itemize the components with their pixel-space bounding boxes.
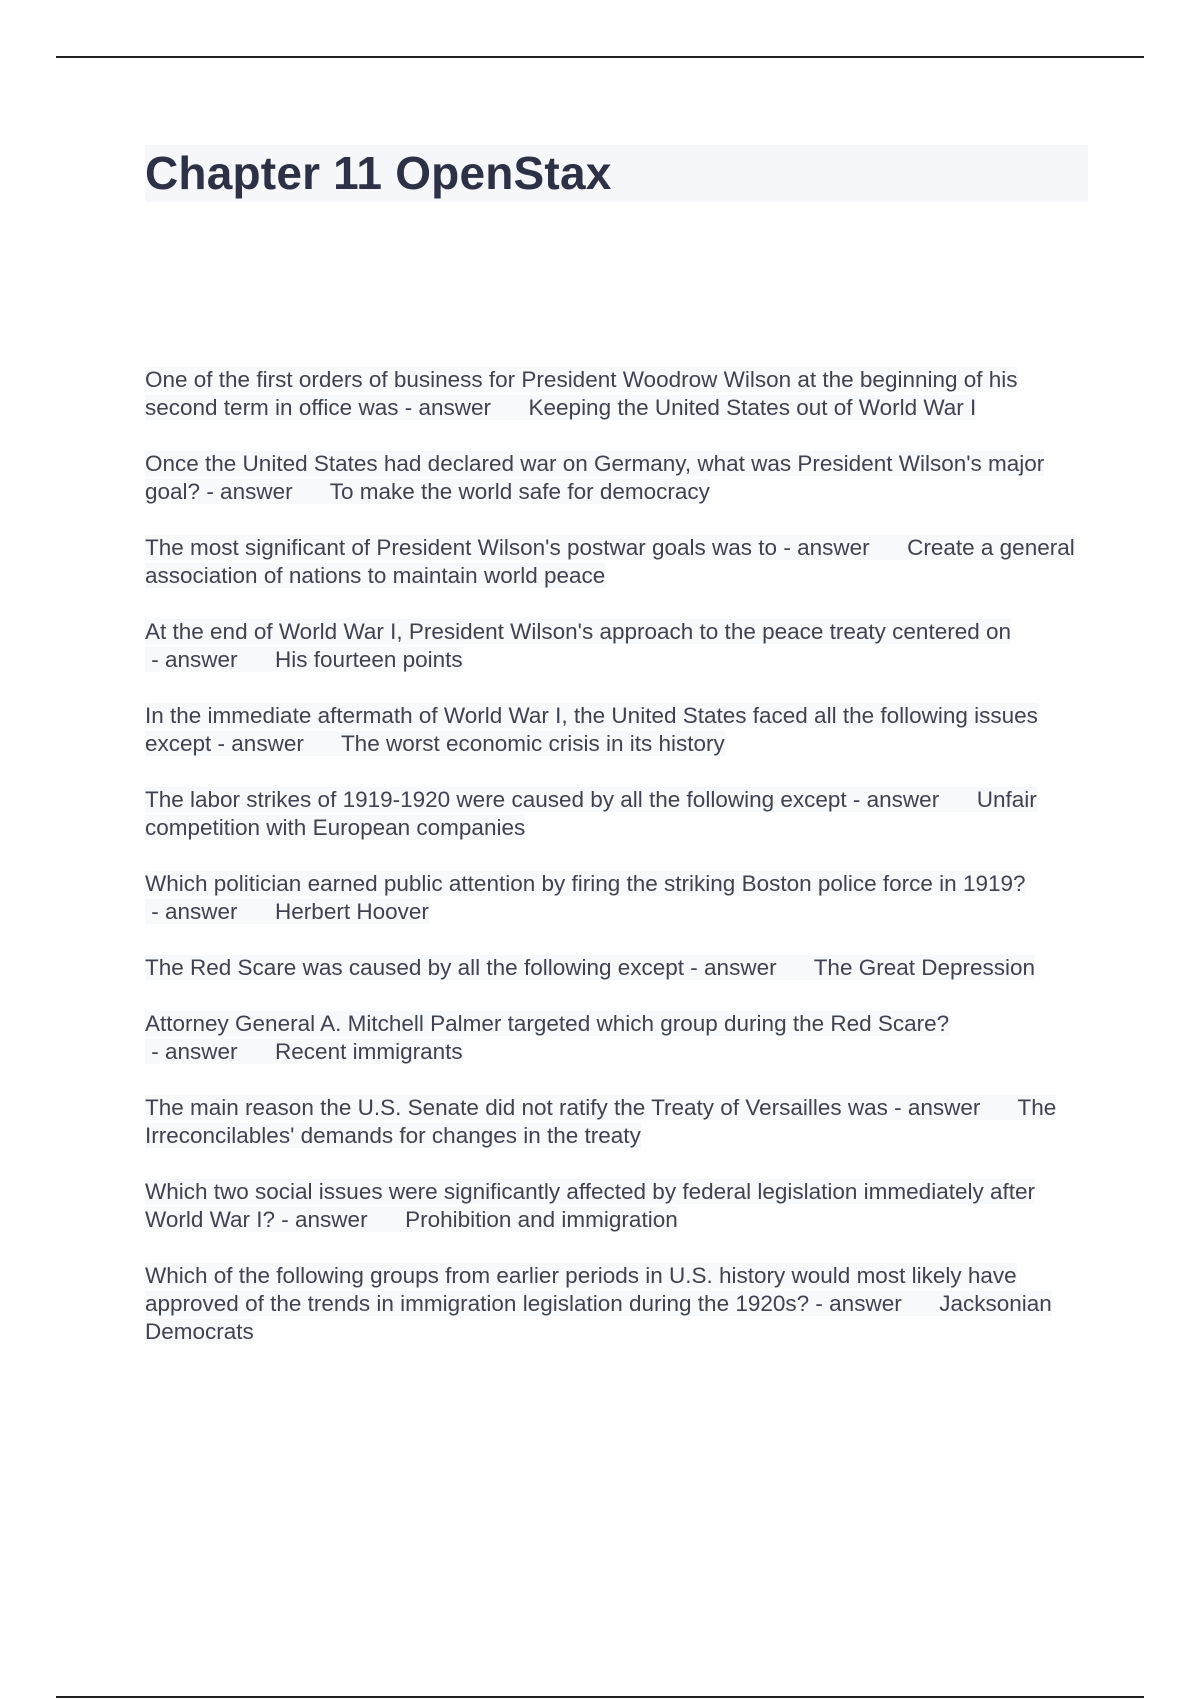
qa-item bbox=[145, 450, 1095, 506]
qa-item bbox=[145, 1094, 1095, 1150]
answer-text: Prohibition and immigration bbox=[405, 1207, 678, 1232]
answer-separator: - answer bbox=[809, 1291, 940, 1316]
answer-text: Create a general association of nations to maintain world peace bbox=[145, 535, 1075, 588]
answer-text: His fourteen points bbox=[275, 647, 463, 672]
answer-separator: - answer bbox=[145, 1039, 276, 1064]
question-text: Once the United States had declared war on Germany, what was President Wilson's major goal? bbox=[145, 451, 1045, 504]
qa-item bbox=[145, 366, 1095, 422]
page-title: Chapter 11 OpenStax bbox=[145, 147, 612, 199]
answer-separator: - answer bbox=[200, 479, 330, 504]
answer-separator: - answer bbox=[887, 1095, 1018, 1120]
qa-item bbox=[145, 786, 1095, 842]
answer-separator: - answer bbox=[684, 955, 814, 980]
question-text: The main reason the U.S. Senate did not ratify the Treaty of Versailles was bbox=[145, 1095, 888, 1120]
answer-text: Unfair competition with European companies bbox=[145, 787, 1037, 840]
answer-text: To make the world safe for democracy bbox=[329, 479, 710, 504]
qa-item bbox=[145, 954, 1095, 982]
question-text: Which politician earned public attention by firing the striking Boston police force in 1919? bbox=[145, 871, 1026, 896]
answer-separator: - answer bbox=[145, 899, 276, 924]
answer-separator: - answer bbox=[275, 1207, 406, 1232]
answer-text: Recent immigrants bbox=[275, 1039, 463, 1064]
qa-item bbox=[145, 534, 1095, 590]
qa-item bbox=[145, 1178, 1095, 1234]
answer-text: The Irreconcilables' demands for changes in the treaty bbox=[145, 1095, 1057, 1148]
answer-separator: - answer bbox=[145, 647, 276, 672]
answer-separator: - answer bbox=[398, 395, 529, 420]
qa-item bbox=[145, 702, 1095, 758]
top-rule bbox=[56, 56, 1144, 58]
question-text: One of the first orders of business for President Woodrow Wilson at the beginning of his second term in office was bbox=[145, 367, 1018, 420]
answer-text: Jacksonian Democrats bbox=[145, 1291, 1052, 1344]
answer-text: Herbert Hoover bbox=[275, 899, 429, 924]
question-text: The labor strikes of 1919-1920 were caused by all the following except bbox=[145, 787, 847, 812]
question-text: The Red Scare was caused by all the following except bbox=[145, 955, 685, 980]
qa-item bbox=[145, 1010, 1095, 1066]
question-text: The most significant of President Wilson's postwar goals was to bbox=[145, 535, 778, 560]
question-text: In the immediate aftermath of World War I, the United States faced all the following issues except bbox=[145, 703, 1038, 756]
answer-separator: - answer bbox=[211, 731, 341, 756]
question-text: Attorney General A. Mitchell Palmer targeted which group during the Red Scare? bbox=[145, 1011, 950, 1036]
answer-separator: - answer bbox=[846, 787, 977, 812]
question-text: At the end of World War I, President Wilson's approach to the peace treaty centered on bbox=[145, 619, 1012, 644]
qa-list bbox=[145, 366, 1095, 1374]
qa-item bbox=[145, 870, 1095, 926]
question-text: Which two social issues were significantly affected by federal legislation immediately after World War I? bbox=[145, 1179, 1035, 1232]
qa-item bbox=[145, 618, 1095, 674]
qa-item bbox=[145, 1262, 1095, 1346]
answer-text: Keeping the United States out of World War I bbox=[528, 395, 977, 420]
answer-text: The Great Depression bbox=[813, 955, 1036, 980]
question-text: Which of the following groups from earlier periods in U.S. history would most likely have approved of the trends in immigration legislation during the 1920s? bbox=[145, 1263, 1017, 1316]
answer-separator: - answer bbox=[777, 535, 908, 560]
bottom-rule bbox=[56, 1696, 1144, 1698]
answer-text: The worst economic crisis in its history bbox=[340, 731, 725, 756]
